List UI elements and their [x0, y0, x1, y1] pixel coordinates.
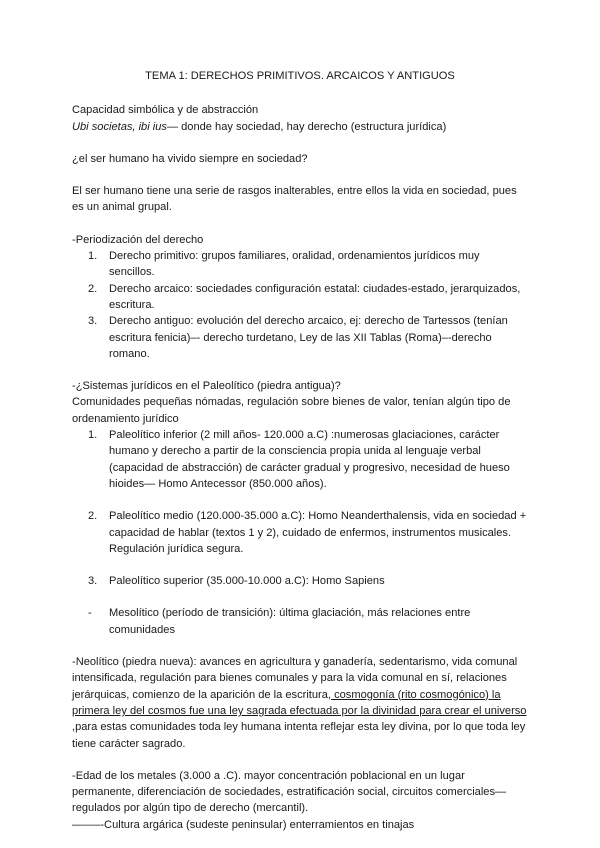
- list-item: 2. Paleolítico medio (120.000-35.000 a.C): Homo Neanderthalensis, vida en sociedad + capacidad de hablar (textos 1 y 2), cuidado de enfermos, instrumentos musicales. Regulación jurídica segura.: [88, 510, 527, 555]
- underlined-text: cosmogonía (rito cosmogónico) la primera ley del cosmos fue una ley sagrada efectuada por la divinidad para crear el universo: [72, 688, 527, 717]
- intro-line: Capacidad simbólica y de abstracción: [72, 104, 259, 117]
- list-item: 1. Paleolítico inferior (2 mill años- 120.000 a.C) :numerosas glaciaciones, carácter humano y derecho a partir de la consciencia propia unida al lenguaje verbal (capacidad de abstracción) de carácter gradual y progresivo, necesidad de hueso hioides— Homo Antecessor (850.000 años).: [88, 429, 510, 490]
- latin-explanation: — donde hay sociedad, hay derecho (estructura jurídica): [166, 120, 447, 133]
- periodizacion-list: [72, 248, 528, 362]
- argarica-line: ——–-Cultura argárica (sudeste peninsular) enterramientos en tinajas: [72, 818, 415, 831]
- paleolitico-heading: -¿Sistemas jurídicos en el Paleolítico (piedra antigua)?: [72, 380, 341, 393]
- question-text: ¿el ser humano ha vivido siempre en sociedad?: [72, 152, 308, 165]
- periodizacion-heading: -Periodización del derecho: [72, 233, 204, 246]
- paleolitico-intro: Comunidades pequeñas nómadas, regulación sobre bienes de valor, tenían algún tipo de ordenamiento jurídico: [72, 396, 511, 425]
- paleolitico-list: [72, 427, 528, 638]
- list-item: 3. Paleolítico superior (35.000-10.000 a.C): Homo Sapiens: [88, 575, 385, 588]
- list-item: - Mesolítico (período de transición): última glaciación, más relaciones entre comunidades: [88, 607, 471, 636]
- answer-paragraph: El ser humano tiene una serie de rasgos inalterables, entre ellos la vida en sociedad, pues es un animal grupal.: [72, 185, 517, 214]
- latin-phrase: Ubi societas, ibi ius: [72, 120, 167, 133]
- metales-paragraph: -Edad de los metales (3.000 a .C). mayor concentración poblacional en un lugar permanente, diferenciación de sociedades, estratificación social, circuitos comerciales— regulados por algún tipo de derecho (mercantil).: [72, 769, 507, 815]
- list-item: 2. Derecho arcaico: sociedades configuración estatal: ciudades-estado, jerarquizados, escritura.: [88, 282, 521, 311]
- latin-maxim: [72, 119, 528, 135]
- list-item: 3. Derecho antiguo: evolución del derecho arcaico, ej: derecho de Tartessos (tenían escritura fenicia)–- derecho turdetano, Ley de las XII Tablas (Roma)–-derecho romano.: [88, 315, 508, 360]
- document-title: TEMA 1: DERECHOS PRIMITIVOS. ARCAICOS Y ANTIGUOS: [145, 70, 455, 82]
- neolitico-paragraph: -Neolítico (piedra nueva): avances en agricultura y ganadería, sedentarismo, vida comunal intensificada, regulación para bienes comunales y para la vida comunal en sí, relaciones jerárquicas, comienzo de la aparición de la escritura, cosmogonía (rito cosmogónico) la primera ley del cosmos fue una ley sagrada efectuada por la divinidad para crear el universo ,para estas comunidades toda ley humana intenta reflejar esta ley divina, por lo que toda ley tiene carácter sagrado.: [72, 656, 527, 750]
- list-item: 1. Derecho primitivo: grupos familiares, oralidad, ordenamientos jurídicos muy sencillos.: [88, 250, 480, 279]
